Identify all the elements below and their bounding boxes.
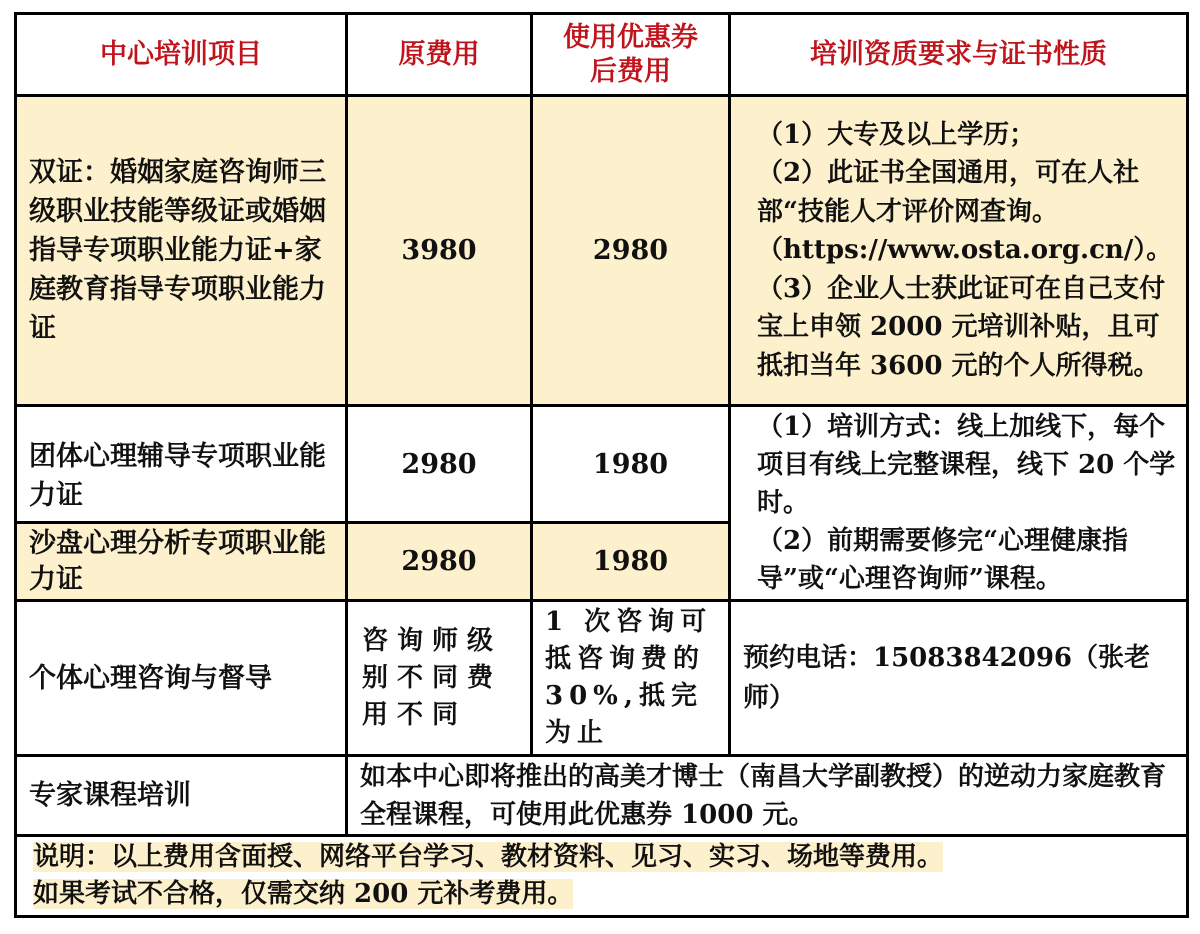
table-row bbox=[16, 96, 1188, 406]
training-fee-table bbox=[14, 12, 1189, 918]
original-fee: 咨询师级别不同费用不同 bbox=[347, 601, 532, 756]
shared-requirements: （1）培训方式：线上加线下，每个项目有线上完整课程，线下 20 个学时。 （2）前期需要修完“心理健康指导”或“心理咨询师”课程。 bbox=[730, 406, 1188, 601]
original-fee: 3980 bbox=[347, 96, 532, 406]
header-col-original-fee: 原费用 bbox=[347, 14, 532, 96]
header-col-item: 中心培训项目 bbox=[16, 14, 347, 96]
note bbox=[16, 836, 1188, 917]
item-name: 双证：婚姻家庭咨询师三级职业技能等级证或婚姻指导专项职业能力证+家庭教育指导专项职业能力证 bbox=[16, 96, 347, 406]
table-row bbox=[16, 601, 1188, 756]
discounted-fee: 1980 bbox=[532, 523, 730, 601]
note-line-1: 说明：以上费用含面授、网络平台学习、教材资料、见习、实习、场地等费用。 bbox=[33, 842, 944, 872]
original-fee: 2980 bbox=[347, 523, 532, 601]
item-name: 个体心理咨询与督导 bbox=[16, 601, 347, 756]
item-name: 专家课程培训 bbox=[16, 756, 347, 836]
table-row bbox=[16, 756, 1188, 836]
discounted-fee: 1980 bbox=[532, 406, 730, 523]
table-row bbox=[16, 406, 1188, 523]
note-line-2: 如果考试不合格，仅需交纳 200 元补考费用。 bbox=[33, 879, 574, 909]
item-name: 团体心理辅导专项职业能力证 bbox=[16, 406, 347, 523]
original-fee: 2980 bbox=[347, 406, 532, 523]
booking-phone: 预约电话：15083842096（张老师） bbox=[730, 601, 1188, 756]
item-name: 沙盘心理分析专项职业能力证 bbox=[16, 523, 347, 601]
note-row bbox=[16, 836, 1188, 917]
item-description: 如本中心即将推出的高美才博士（南昌大学副教授）的逆动力家庭教育全程课程，可使用此优惠券 1000 元。 bbox=[347, 756, 1188, 836]
discounted-fee: 1 次咨询可抵咨询费的30%,抵完为止 bbox=[532, 601, 730, 756]
requirements: （1）大专及以上学历； （2）此证书全国通用，可在人社部“技能人才评价网查询。 （https://www.osta.org.cn/）。 （3）企业人士获此证可在自己支付宝上申领 2000 元培训补贴，且可抵扣当年 3600 元的个人所得税。 bbox=[730, 96, 1188, 406]
discounted-fee: 2980 bbox=[532, 96, 730, 406]
header-row bbox=[16, 14, 1188, 96]
header-col-discounted-fee: 使用优惠券 后费用 bbox=[532, 14, 730, 96]
header-col-requirements: 培训资质要求与证书性质 bbox=[730, 14, 1188, 96]
